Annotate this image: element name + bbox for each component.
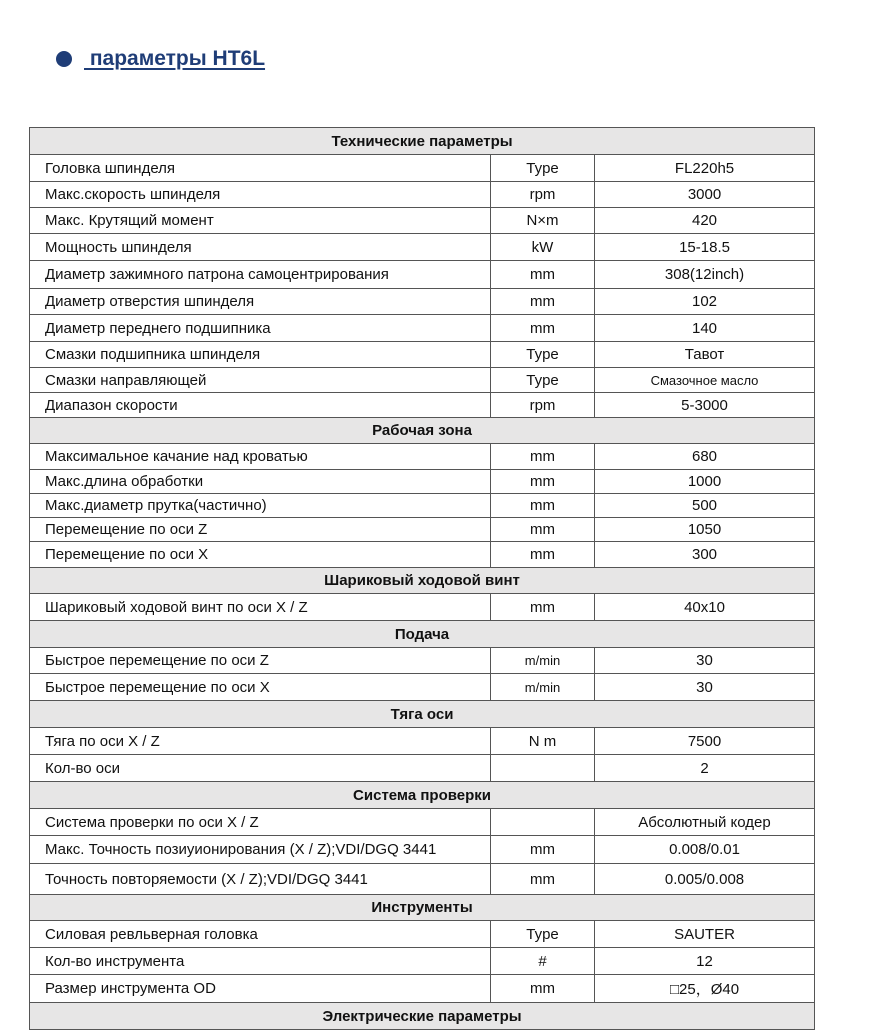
table-row [30, 864, 815, 895]
section-heading: Рабочая зона [30, 418, 815, 444]
section-header-row [30, 621, 815, 648]
document-title [56, 44, 265, 74]
spec-table [29, 127, 815, 1030]
param-name: Точность повторяемости (X / Z);VDI/DGQ 3441 [30, 864, 491, 895]
param-unit: Type [491, 155, 595, 182]
param-unit: m/min [491, 674, 595, 701]
param-unit: Type [491, 342, 595, 368]
param-name: Силовая ревльверная головка [30, 921, 491, 948]
param-name: Макс.диаметр прутка(частично) [30, 494, 491, 518]
table-row [30, 975, 815, 1003]
param-name: Мощность шпинделя [30, 234, 491, 261]
param-name: Система проверки по оси X / Z [30, 809, 491, 836]
section-heading: Инструменты [30, 895, 815, 921]
table-row [30, 261, 815, 289]
section-heading: Система проверки [30, 782, 815, 809]
table-row [30, 948, 815, 975]
param-unit: mm [491, 594, 595, 621]
param-value: 2 [595, 755, 815, 782]
section-header-row [30, 128, 815, 155]
param-value: □25，Ø40 [595, 975, 815, 1003]
param-unit [491, 755, 595, 782]
param-unit: N×m [491, 208, 595, 234]
table-row [30, 444, 815, 470]
table-row [30, 494, 815, 518]
param-name: Макс. Крутящий момент [30, 208, 491, 234]
param-name: Смазки направляющей [30, 368, 491, 393]
param-unit: N m [491, 728, 595, 755]
section-header-row [30, 782, 815, 809]
param-unit: mm [491, 470, 595, 494]
param-name: Диаметр переднего подшипника [30, 315, 491, 342]
table-row [30, 755, 815, 782]
table-row [30, 208, 815, 234]
param-value: 30 [595, 674, 815, 701]
param-name: Макс.скорость шпинделя [30, 182, 491, 208]
param-value: 15-18.5 [595, 234, 815, 261]
param-name: Диаметр зажимного патрона самоцентрирования [30, 261, 491, 289]
param-value: 5-3000 [595, 393, 815, 418]
table-row [30, 648, 815, 674]
param-value: 680 [595, 444, 815, 470]
param-name: Смазки подшипника шпинделя [30, 342, 491, 368]
param-name: Перемещение по оси Z [30, 518, 491, 542]
table-row [30, 315, 815, 342]
param-value: SAUTER [595, 921, 815, 948]
param-unit: Type [491, 368, 595, 393]
param-name: Кол-во оси [30, 755, 491, 782]
table-row [30, 289, 815, 315]
section-heading: Технические параметры [30, 128, 815, 155]
table-row [30, 368, 815, 393]
section-header-row [30, 895, 815, 921]
param-name: Перемещение по оси X [30, 542, 491, 568]
param-unit: mm [491, 518, 595, 542]
table-row [30, 594, 815, 621]
param-value: 12 [595, 948, 815, 975]
param-value: 0.008/0.01 [595, 836, 815, 864]
section-heading: Шариковый ходовой винт [30, 568, 815, 594]
param-value: 308(12inch) [595, 261, 815, 289]
param-value: FL220h5 [595, 155, 815, 182]
param-name: Размер инструмента OD [30, 975, 491, 1003]
param-unit: kW [491, 234, 595, 261]
param-value: 0.005/0.008 [595, 864, 815, 895]
param-name: Головка шпинделя [30, 155, 491, 182]
param-unit: mm [491, 542, 595, 568]
param-unit: mm [491, 836, 595, 864]
table-row [30, 470, 815, 494]
section-heading: Подача [30, 621, 815, 648]
param-value: 420 [595, 208, 815, 234]
param-name: Макс.длина обработки [30, 470, 491, 494]
param-value: 1000 [595, 470, 815, 494]
param-value: 7500 [595, 728, 815, 755]
table-row [30, 921, 815, 948]
param-name: Шариковый ходовой винт по оси X / Z [30, 594, 491, 621]
param-unit: mm [491, 864, 595, 895]
param-unit: m/min [491, 648, 595, 674]
section-header-row [30, 701, 815, 728]
param-unit: rpm [491, 393, 595, 418]
param-value: 102 [595, 289, 815, 315]
param-value: Смазочное масло [595, 368, 815, 393]
table-row [30, 182, 815, 208]
bullet-icon [56, 51, 72, 67]
param-unit: mm [491, 289, 595, 315]
param-name: Быстрое перемещение по оси Z [30, 648, 491, 674]
param-value: 3000 [595, 182, 815, 208]
param-value: Абсолютный кодер [595, 809, 815, 836]
param-unit: rpm [491, 182, 595, 208]
table-row [30, 393, 815, 418]
param-name: Тяга по оси X / Z [30, 728, 491, 755]
param-name: Кол-во инструмента [30, 948, 491, 975]
param-name: Диаметр отверстия шпинделя [30, 289, 491, 315]
table-row [30, 234, 815, 261]
param-name: Макс. Точность позиуионирования (X / Z);VDI/DGQ 3441 [30, 836, 491, 864]
param-value: Тавот [595, 342, 815, 368]
param-value: 300 [595, 542, 815, 568]
table-row [30, 342, 815, 368]
section-header-row [30, 568, 815, 594]
section-heading: Тяга оси [30, 701, 815, 728]
table-row [30, 809, 815, 836]
param-unit: mm [491, 315, 595, 342]
param-unit: mm [491, 444, 595, 470]
section-heading: Электрические параметры [30, 1003, 815, 1030]
section-header-row [30, 1003, 815, 1030]
table-row [30, 518, 815, 542]
param-name: Быстрое перемещение по оси X [30, 674, 491, 701]
table-row [30, 728, 815, 755]
param-name: Диапазон скорости [30, 393, 491, 418]
table-row [30, 674, 815, 701]
param-unit [491, 809, 595, 836]
param-unit: # [491, 948, 595, 975]
param-unit: mm [491, 494, 595, 518]
param-unit: mm [491, 975, 595, 1003]
section-header-row [30, 418, 815, 444]
param-name: Максимальное качание над кроватью [30, 444, 491, 470]
param-value: 1050 [595, 518, 815, 542]
table-row [30, 836, 815, 864]
title-text: параметры HT6L [84, 47, 266, 70]
param-value: 30 [595, 648, 815, 674]
param-unit: Type [491, 921, 595, 948]
param-value: 40x10 [595, 594, 815, 621]
param-value: 140 [595, 315, 815, 342]
table-row [30, 542, 815, 568]
param-unit: mm [491, 261, 595, 289]
param-value: 500 [595, 494, 815, 518]
table-row [30, 155, 815, 182]
